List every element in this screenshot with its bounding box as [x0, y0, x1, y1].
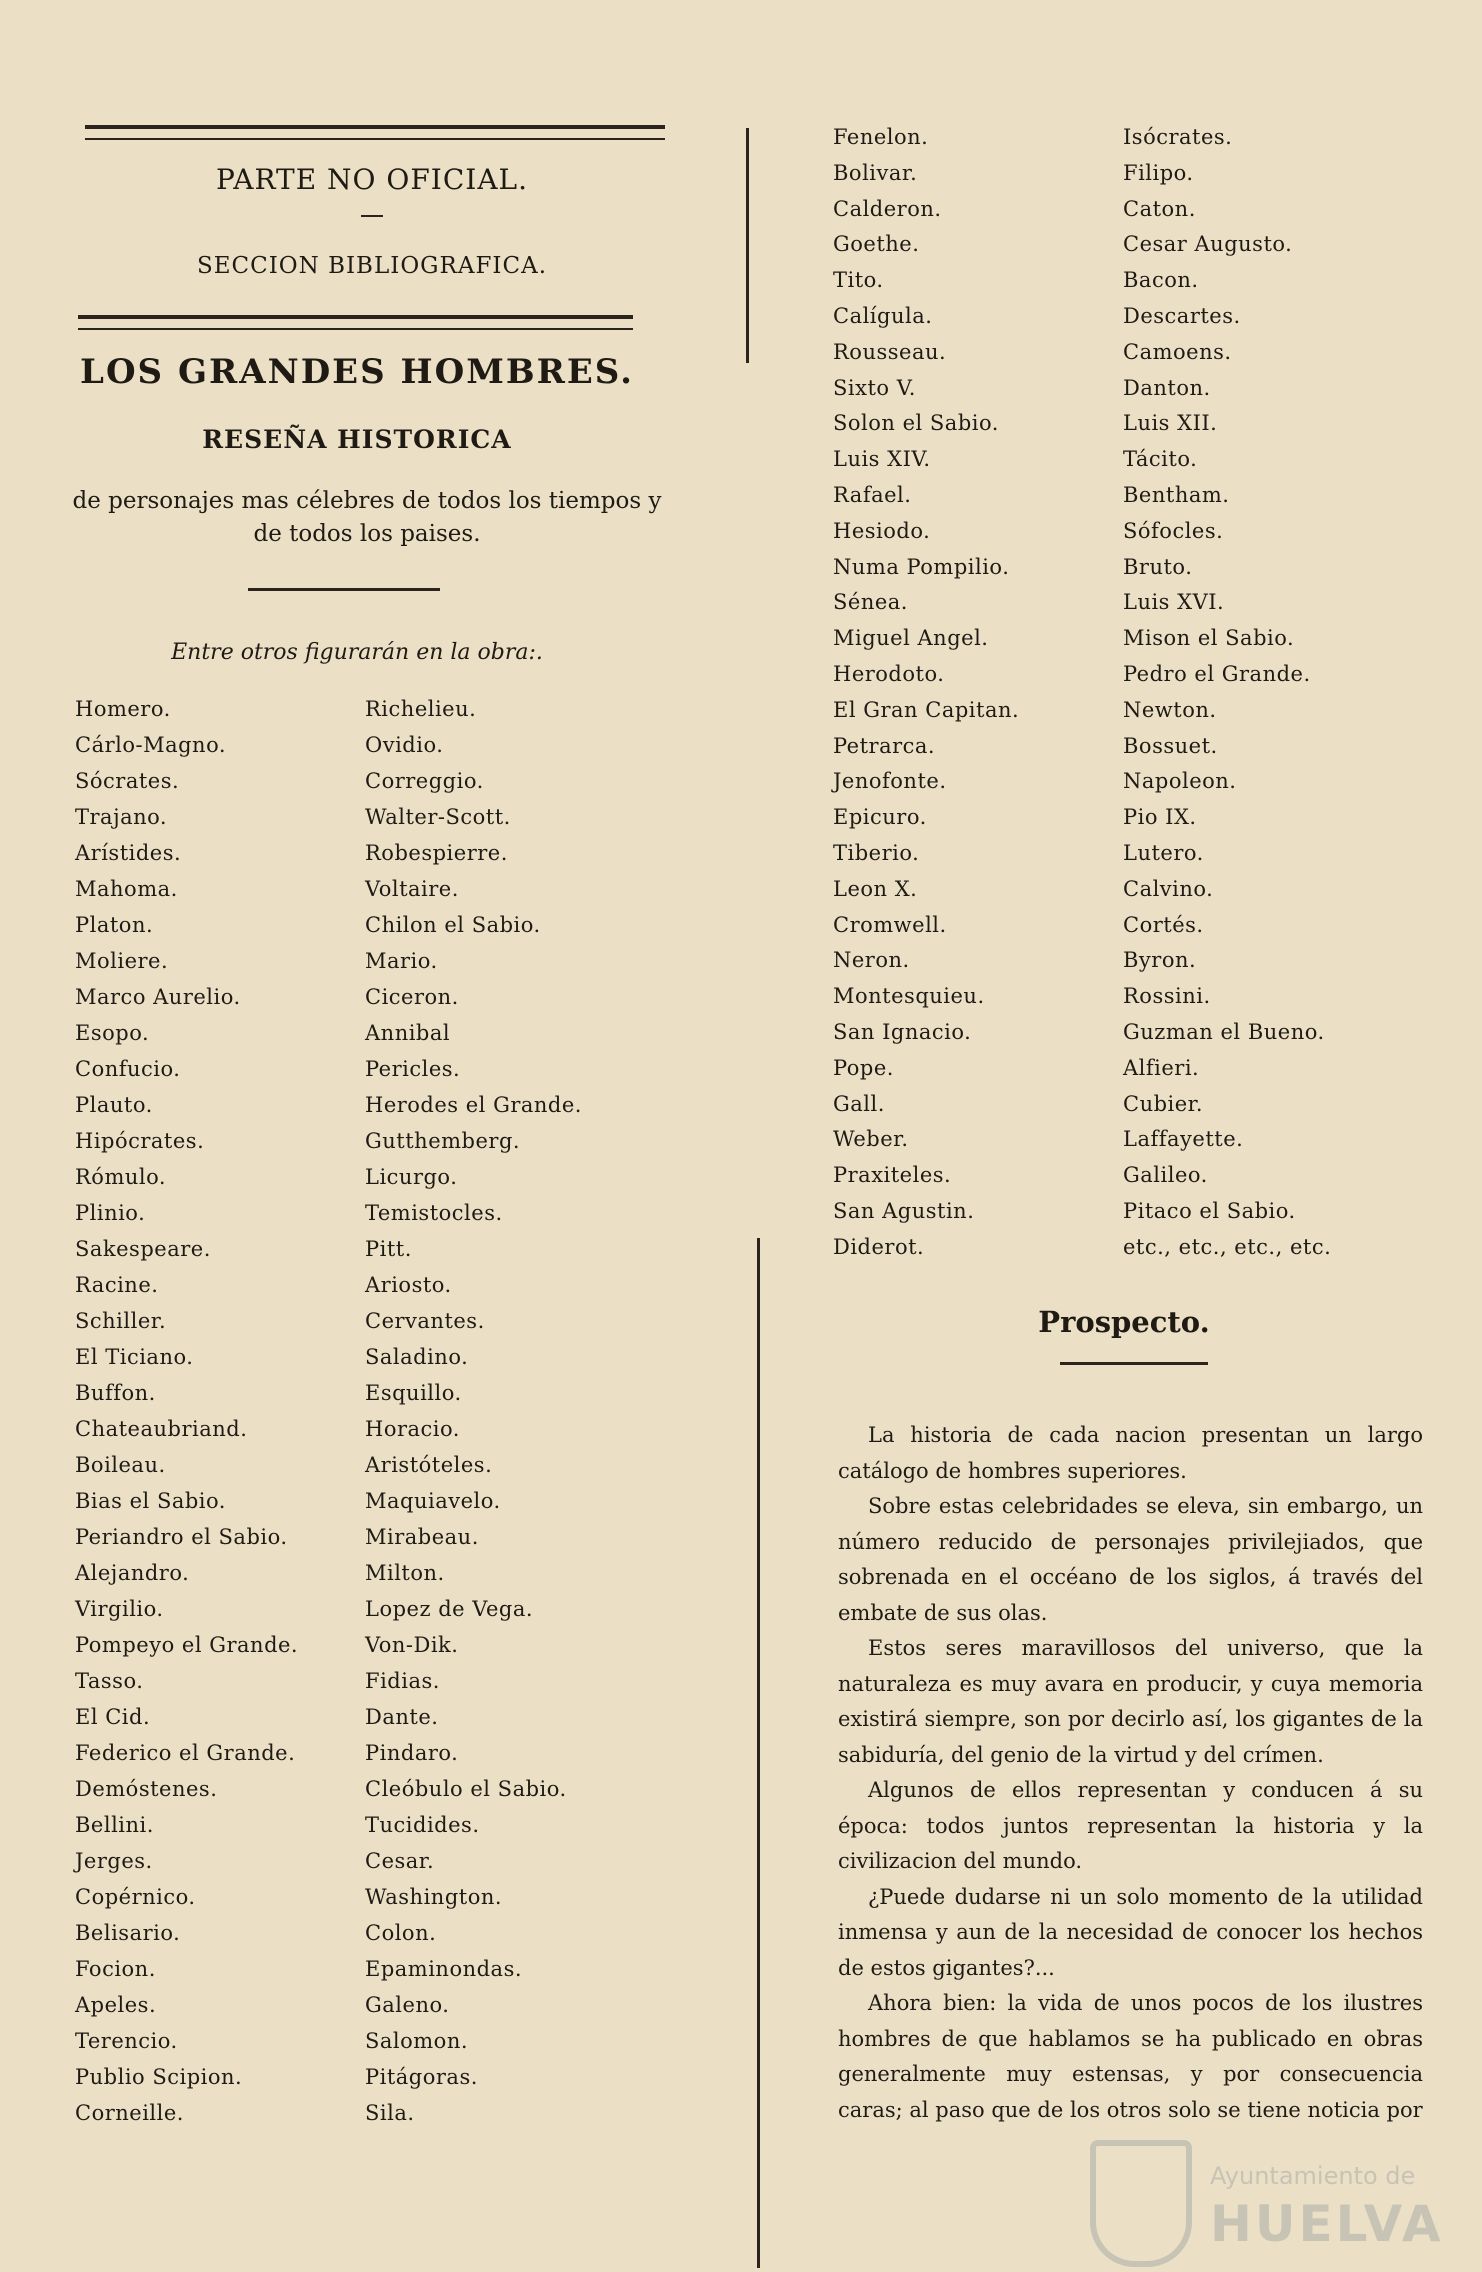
name-entry: Colon.	[365, 1921, 437, 1945]
prospecto-paragraph: Estos seres maravillosos del universo, que la naturaleza es muy avara en producir, y cuya memoria existirá siempre, son por decirlo así, los gigantes de la sabiduría, del genio de la virtud y del crímen.	[838, 1636, 1423, 1767]
prospecto-rule	[1060, 1362, 1208, 1365]
name-entry: Hipócrates.	[75, 1129, 205, 1153]
article-description: de personajes mas célebres de todos los tiempos y de todos los paises.	[72, 488, 662, 547]
name-entry: Confucio.	[75, 1057, 181, 1081]
name-entry: Leon X.	[833, 876, 918, 901]
name-entry: Sixto V.	[833, 375, 916, 400]
left-names-list	[75, 697, 655, 2137]
name-entry: Arístides.	[75, 841, 182, 865]
name-entry: Cubier.	[1123, 1091, 1204, 1116]
name-entry: Washington.	[365, 1885, 503, 1909]
name-entry: Tasso.	[75, 1669, 144, 1693]
name-entry: El Ticiano.	[75, 1345, 194, 1369]
name-entry: Miguel Angel.	[833, 626, 989, 651]
intro-line: Entre otros figurarán en la obra:.	[171, 640, 543, 665]
name-entry: Alejandro.	[75, 1561, 190, 1585]
name-entry: Periandro el Sabio.	[75, 1525, 288, 1549]
name-entry: Hesiodo.	[833, 518, 931, 543]
name-entry: Boileau.	[75, 1453, 166, 1477]
name-entry: Rousseau.	[833, 339, 947, 364]
name-entry: Gall.	[833, 1091, 885, 1116]
name-entry: Epaminondas.	[365, 1957, 523, 1981]
name-entry: Byron.	[1123, 948, 1197, 973]
section-double-rule	[78, 315, 633, 330]
name-entry: Lutero.	[1123, 840, 1204, 865]
name-entry: El Gran Capitan.	[833, 697, 1020, 722]
name-entry: Bolivar.	[833, 160, 918, 185]
name-entry: Filipo.	[1123, 160, 1194, 185]
name-entry: Correggio.	[365, 769, 484, 793]
name-entry: Buffon.	[75, 1381, 156, 1405]
name-entry: Licurgo.	[365, 1165, 458, 1189]
name-entry: Homero.	[75, 697, 171, 721]
name-entry: Temistocles.	[365, 1201, 503, 1225]
name-entry: Isócrates.	[1123, 125, 1233, 149]
name-entry: Bruto.	[1123, 554, 1193, 579]
name-entry: Dante.	[365, 1705, 439, 1729]
name-entry: Pompeyo el Grande.	[75, 1633, 299, 1657]
name-entry: Mario.	[365, 949, 438, 973]
prospecto-paragraph: Algunos de ellos representan y conducen á su época: todos juntos representan la historia y la civilizacion del mundo.	[838, 1778, 1423, 1873]
name-entry: El Cid.	[75, 1705, 151, 1729]
name-entry: Tucidides.	[365, 1813, 480, 1837]
name-entry: Walter-Scott.	[365, 805, 511, 829]
name-entry: Demóstenes.	[75, 1777, 218, 1801]
name-entry: Chateaubriand.	[75, 1417, 248, 1441]
name-entry: Bellini.	[75, 1813, 154, 1837]
name-entry: Diderot.	[833, 1234, 925, 1259]
name-entry: Belisario.	[75, 1921, 181, 1945]
prospecto-body	[838, 1418, 1423, 2128]
name-entry: Sila.	[365, 2101, 415, 2125]
huelva-shield-icon	[1090, 2140, 1192, 2267]
name-entry: Pericles.	[365, 1057, 461, 1081]
name-entry: Sénea.	[833, 590, 908, 615]
name-entry: Herodoto.	[833, 661, 945, 686]
name-entry: Maquiavelo.	[365, 1489, 501, 1513]
column-rule-top	[746, 128, 749, 363]
watermark-line1: Ayuntamiento de	[1210, 2162, 1416, 2190]
name-entry: Neron.	[833, 948, 910, 973]
name-entry: Guzman el Bueno.	[1123, 1019, 1325, 1044]
name-entry: Schiller.	[75, 1309, 167, 1333]
name-entry: Tácito.	[1123, 447, 1198, 472]
name-entry: Salomon.	[365, 2029, 469, 2053]
name-entry: Tiberio.	[833, 840, 920, 865]
name-entry: Numa Pompilio.	[833, 554, 1010, 579]
name-entry: Calvino.	[1123, 876, 1214, 901]
name-entry: Pedro el Grande.	[1123, 661, 1311, 686]
name-entry: Voltaire.	[365, 877, 459, 901]
name-entry: Bentham.	[1123, 482, 1230, 507]
name-entry: Goethe.	[833, 232, 920, 257]
name-entry: Richelieu.	[365, 697, 477, 721]
name-entry: Cortés.	[1123, 912, 1204, 937]
name-entry: Cesar Augusto.	[1123, 232, 1293, 257]
name-entry: Pitaco el Sabio.	[1123, 1198, 1296, 1223]
name-entry: Luis XVI.	[1123, 590, 1225, 615]
name-entry: Ovidio.	[365, 733, 444, 757]
name-entry: Galeno.	[365, 1993, 450, 2017]
name-entry: Danton.	[1123, 375, 1211, 400]
name-entry: Mahoma.	[75, 877, 178, 901]
name-entry: Chilon el Sabio.	[365, 913, 541, 937]
heading-dash	[361, 215, 383, 217]
name-entry: Alfieri.	[1123, 1055, 1200, 1080]
name-entry: Milton.	[365, 1561, 445, 1585]
name-entry: Copérnico.	[75, 1885, 196, 1909]
name-entry: Focion.	[75, 1957, 156, 1981]
name-entry: Cervantes.	[365, 1309, 485, 1333]
name-entry: Sófocles.	[1123, 518, 1224, 543]
name-entry: Moliere.	[75, 949, 169, 973]
name-entry: Newton.	[1123, 697, 1217, 722]
name-entry: Horacio.	[365, 1417, 460, 1441]
right-names-list	[833, 125, 1413, 1271]
name-entry: Laffayette.	[1123, 1127, 1244, 1152]
name-entry: Bias el Sabio.	[75, 1489, 226, 1513]
name-entry: etc., etc., etc., etc.	[1123, 1234, 1332, 1259]
name-entry: Trajano.	[75, 805, 168, 829]
column-rule-bottom	[757, 1238, 760, 2268]
name-entry: Cleóbulo el Sabio.	[365, 1777, 567, 1801]
name-entry: Praxiteles.	[833, 1163, 952, 1188]
name-entry: Marco Aurelio.	[75, 985, 241, 1009]
name-entry: Federico el Grande.	[75, 1741, 296, 1765]
name-entry: Esopo.	[75, 1021, 150, 1045]
name-entry: Bacon.	[1123, 268, 1199, 293]
name-entry: Rossini.	[1123, 984, 1211, 1009]
name-entry: Descartes.	[1123, 303, 1241, 328]
name-entry: Luis XIV.	[833, 447, 931, 472]
article-title: LOS GRANDES HOMBRES.	[80, 352, 634, 392]
archive-watermark	[1090, 2140, 1470, 2260]
name-entry: Pio IX.	[1123, 805, 1197, 830]
name-entry: Rómulo.	[75, 1165, 167, 1189]
name-entry: Caton.	[1123, 196, 1196, 221]
name-entry: Fidias.	[365, 1669, 440, 1693]
name-entry: Saladino.	[365, 1345, 469, 1369]
name-entry: Ariosto.	[365, 1273, 452, 1297]
name-entry: Gutthemberg.	[365, 1129, 521, 1153]
article-subtitle: RESEÑA HISTORICA	[202, 425, 512, 454]
name-entry: Jerges.	[75, 1849, 153, 1873]
parte-heading: PARTE NO OFICIAL.	[215, 163, 529, 196]
name-entry: Sócrates.	[75, 769, 180, 793]
name-entry: Cromwell.	[833, 912, 947, 937]
name-entry: Bossuet.	[1123, 733, 1218, 758]
top-double-rule	[85, 125, 665, 140]
name-entry: Camoens.	[1123, 339, 1232, 364]
seccion-heading: SECCION BIBLIOGRAFICA.	[196, 253, 548, 279]
prospecto-title: Prospecto.	[1038, 1305, 1210, 1339]
name-entry: Napoleon.	[1123, 769, 1237, 794]
name-entry: Mison el Sabio.	[1123, 626, 1295, 651]
name-entry: Sakespeare.	[75, 1237, 211, 1261]
name-entry: Annibal	[365, 1021, 451, 1045]
name-entry: Lopez de Vega.	[365, 1597, 534, 1621]
name-entry: Plinio.	[75, 1201, 146, 1225]
name-entry: Epicuro.	[833, 805, 927, 830]
name-entry: Ciceron.	[365, 985, 459, 1009]
name-entry: Tito.	[833, 268, 884, 293]
name-entry: Publio Scipion.	[75, 2065, 243, 2089]
name-entry: Pope.	[833, 1055, 894, 1080]
name-entry: Pitt.	[365, 1237, 412, 1261]
name-entry: San Agustin.	[833, 1198, 975, 1223]
name-entry: Solon el Sabio.	[833, 411, 999, 436]
name-entry: Luis XII.	[1123, 411, 1218, 436]
name-entry: Herodes el Grande.	[365, 1093, 582, 1117]
name-entry: Petrarca.	[833, 733, 936, 758]
name-entry: Von-Dik.	[365, 1633, 459, 1657]
name-entry: Weber.	[833, 1127, 909, 1152]
watermark-line2: HUELVA	[1210, 2195, 1444, 2253]
name-entry: Aristóteles.	[365, 1453, 493, 1477]
name-entry: Rafael.	[833, 482, 912, 507]
name-entry: San Ignacio.	[833, 1019, 972, 1044]
name-entry: Racine.	[75, 1273, 159, 1297]
name-entry: Pitágoras.	[365, 2065, 478, 2089]
description-rule	[248, 588, 440, 591]
name-entry: Pindaro.	[365, 1741, 459, 1765]
name-entry: Esquillo.	[365, 1381, 462, 1405]
name-entry: Calderon.	[833, 196, 942, 221]
name-entry: Montesquieu.	[833, 984, 985, 1009]
name-entry: Fenelon.	[833, 125, 929, 149]
name-entry: Jenofonte.	[833, 769, 947, 794]
name-entry: Cárlo-Magno.	[75, 733, 227, 757]
name-entry: Corneille.	[75, 2101, 184, 2125]
name-entry: Galileo.	[1123, 1163, 1208, 1188]
name-entry: Mirabeau.	[365, 1525, 479, 1549]
name-entry: Apeles.	[75, 1993, 157, 2017]
prospecto-paragraph: Ahora bien: la vida de unos pocos de los ilustres hombres de que hablamos se ha publicado en obras generalmente muy estensas, y por consecuencia caras; al paso que de los otros solo se tiene noticia por	[838, 1991, 1423, 2122]
prospecto-paragraph: ¿Puede dudarse ni un solo momento de la utilidad inmensa y aun de la necesidad de conocer los hechos de estos gigantes?...	[838, 1884, 1423, 1980]
name-entry: Virgilio.	[75, 1597, 164, 1621]
name-entry: Plauto.	[75, 1093, 153, 1117]
prospecto-paragraph: Sobre estas celebridades se eleva, sin embargo, un número reducido de personajes privilejiados, que sobrenada en el occéano de los siglos, á través del embate de sus olas.	[838, 1494, 1423, 1625]
name-entry: Robespierre.	[365, 841, 508, 865]
name-entry: Platon.	[75, 913, 154, 937]
name-entry: Calígula.	[833, 303, 933, 328]
prospecto-paragraph: La historia de cada nacion presentan un largo catálogo de hombres superiores.	[838, 1423, 1423, 1483]
name-entry: Terencio.	[75, 2029, 178, 2053]
name-entry: Cesar.	[365, 1849, 435, 1873]
